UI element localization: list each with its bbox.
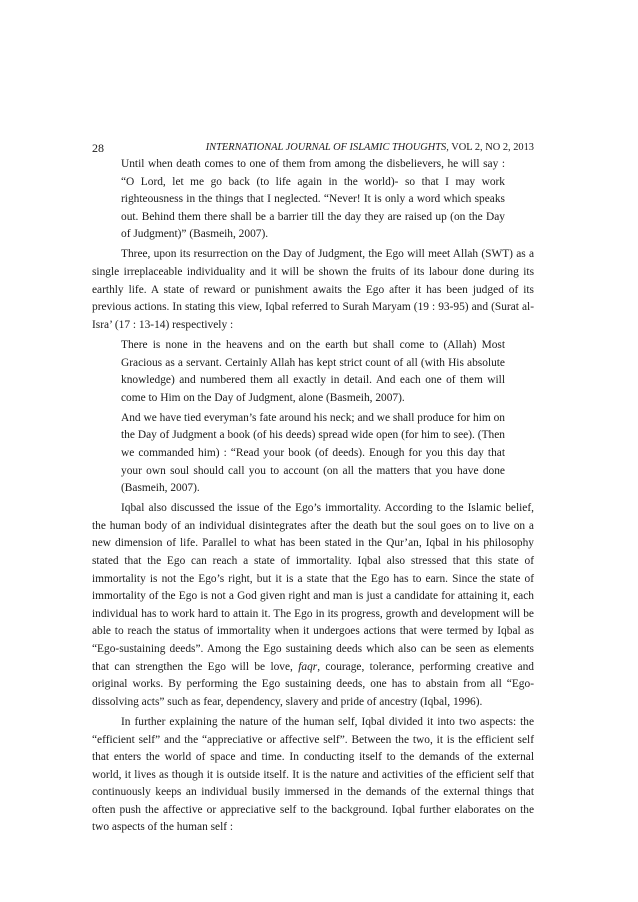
page-number: 28 [92,141,104,155]
page-header [92,141,534,155]
paragraph-text: Iqbal also discussed the issue of the Ego’s immortality. According to the Islamic belief, the human body of an individual disintegrates after the death but the soul goes on to live on a new dimension of life. Parallel to what has been stated in the Qur’an, Iqbal in his philosophy stated that the Ego can reach a state of immortality. Iqbal also stressed that this state of immortality is not the Ego’s right, but it is a state that the Ego has to earn. Since the state of immortality of the Ego is not a God given right and man is just a candidate for attaining it, each individual has to work hard to attain it. The Ego in its progress, growth and development will be able to reach the status of immortality when it undergoes actions that were termed by Iqbal as “Ego-sustaining deeds”. Among the Ego sustaining deeds which also can be seen as elements that can strengthen the Ego will be love, [92,502,534,673]
paragraph-text-continued: , courage, tolerance, performing creative and original works. By performing the Ego sustaining deeds, one has to abstain from all “Ego-dissolving acts” such as fear, dependency, slavery and pride of ancestry (Iqbal, 1996). [92,660,534,708]
quote-paragraph: And we have tied everyman’s fate around his neck; and we shall produce for him on the Day of Judgment a book (of his deeds) spread wide open (for him to see). (Then we commanded him) : “Read your book (of deeds). Enough for you this day that your own soul should call you to account (on all the matters that you have done (Basmeih, 2007). [121,411,505,495]
body-paragraph: Three, upon its resurrection on the Day of Judgment, the Ego will meet Allah (SWT) as a single irreplaceable individuality and it will be shown the fruits of its labour done during its earthly life. A state of reward or punishment awaits the Ego after it has been judged of its previous actions. In stating this view, Iqbal referred to Surah Maryam (19 : 93-95) and (Surat al-Isra’ (17 : 13-14) respectively : [92,248,534,331]
body-text [92,156,534,840]
quote-paragraph: Until when death comes to one of them from among the disbelievers, he will say : “O Lord, let me go back (to life again in the world)- so that I may work righteousness in the things that I neglected. “Never! It is only a word which speaks out. Behind them there shall be a barrier till the day they are raised up (on the Day of Judgment)” (Basmeih, 2007). [121,158,505,241]
volume-info: VOL 2, NO 2, 2013 [448,142,534,153]
body-paragraph [92,500,534,711]
running-title [206,141,534,155]
body-paragraph: In further explaining the nature of the human self, Iqbal divided it into two aspects: the “efficient self” and the “appreciative or affective self”. Between the two, it is the efficient self that enters the world of space and time. In conducting itself to the demands of the external world, it lives as though it is outside itself. It is the nature and activities of the efficient self that continuously keeps an individual busily immersed in the demands of the external things that often push the affective or appreciative self to the background. Iqbal further elaborates on the two aspects of the human self : [92,715,534,834]
journal-title: INTERNATIONAL JOURNAL OF ISLAMIC THOUGHTS, [205,142,449,153]
quote-paragraph: There is none in the heavens and on the earth but shall come to (Allah) Most Gracious as a servant. Certainly Allah has kept strict count of all (with His absolute knowledge) and numbered them all exactly in detail. And each one of them will come to Him on the Day of Judgment, alone (Basmeih, 2007). [121,338,505,404]
emphasized-term: faqr [298,660,318,673]
